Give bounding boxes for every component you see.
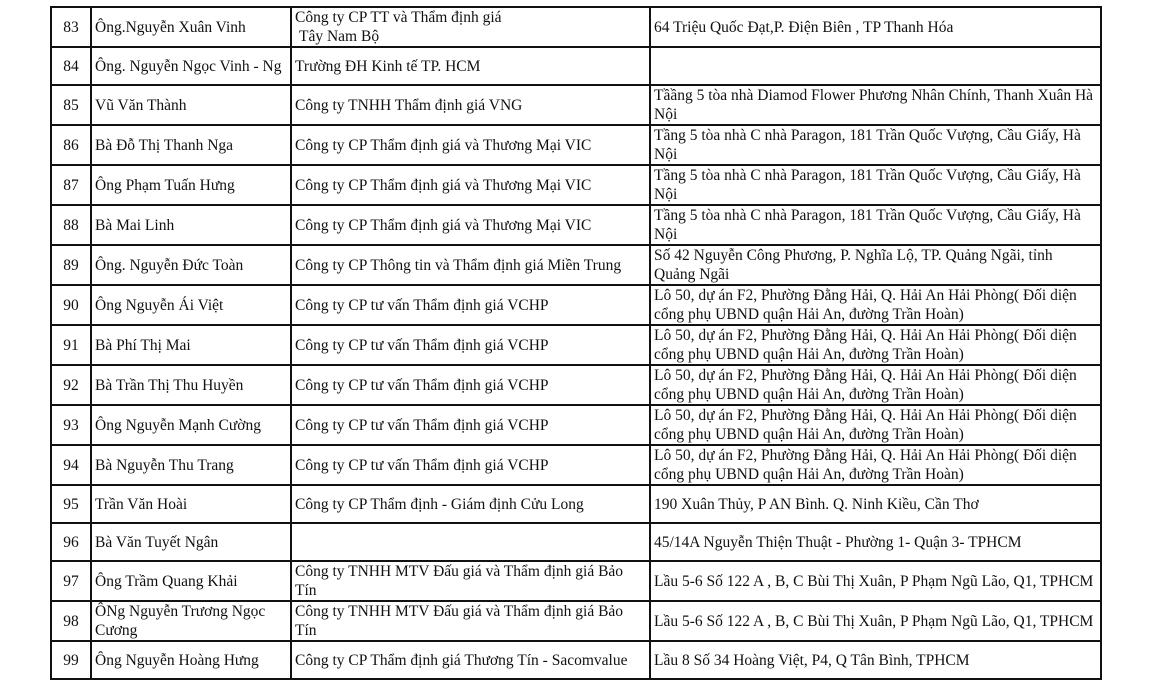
row-number: 97 [51, 561, 91, 601]
table-row [51, 205, 1101, 245]
organization: Công ty CP Thẩm định giá và Thương Mại VIC [291, 125, 650, 165]
person-name: Bà Phí Thị Mai [91, 325, 291, 365]
table-row [51, 405, 1101, 445]
person-name: Ông.Nguyễn Xuân Vinh [91, 7, 291, 47]
table-row [51, 7, 1101, 47]
organization: Công ty CP Thẩm định - Giám định Cửu Long [291, 485, 650, 523]
address: Tầng 5 tòa nhà C nhà Paragon, 181 Trần Quốc Vượng, Cầu Giấy, Hà Nội [650, 205, 1101, 245]
address: 64 Triệu Quốc Đạt,P. Điện Biên , TP Thanh Hóa [650, 7, 1101, 47]
row-number: 84 [51, 47, 91, 85]
organization: Công ty CP Thẩm định giá và Thương Mại VIC [291, 165, 650, 205]
organization: Công ty CP tư vấn Thẩm định giá VCHP [291, 405, 650, 445]
address: Lô 50, dự án F2, Phường Đằng Hải, Q. Hải An Hải Phòng( Đối diện cổng phụ UBND quận Hải An, đường Trần Hoàn) [650, 405, 1101, 445]
table-row [51, 601, 1101, 641]
row-number: 92 [51, 365, 91, 405]
table-row [51, 523, 1101, 561]
organization: Công ty CP Thẩm định giá và Thương Mại VIC [291, 205, 650, 245]
person-name: Ông Phạm Tuấn Hưng [91, 165, 291, 205]
organization: Công ty CP tư vấn Thẩm định giá VCHP [291, 325, 650, 365]
row-number: 83 [51, 7, 91, 47]
address: Tầầng 5 tòa nhà Diamod Flower Phương Nhân Chính, Thanh Xuân Hà Nội [650, 85, 1101, 125]
table-row [51, 245, 1101, 285]
person-name: Ông. Nguyễn Đức Toàn [91, 245, 291, 285]
table-row [51, 285, 1101, 325]
person-name: Bà Trần Thị Thu Huyền [91, 365, 291, 405]
address: Tầng 5 tòa nhà C nhà Paragon, 181 Trần Quốc Vượng, Cầu Giấy, Hà Nội [650, 125, 1101, 165]
address: 190 Xuân Thủy, P AN Bình. Q. Ninh Kiều, Cần Thơ [650, 485, 1101, 523]
organization: Công ty TNHH MTV Đấu giá và Thẩm định giá Bảo Tín [291, 601, 650, 641]
organization: Công ty CP Thông tin và Thẩm định giá Miền Trung [291, 245, 650, 285]
row-number: 99 [51, 641, 91, 679]
person-name: Vũ Văn Thành [91, 85, 291, 125]
person-name: Bà Mai Linh [91, 205, 291, 245]
person-name: Trần Văn Hoài [91, 485, 291, 523]
table-row [51, 641, 1101, 679]
row-number: 93 [51, 405, 91, 445]
appraiser-table [50, 6, 1102, 680]
address: Số 42 Nguyễn Công Phương, P. Nghĩa Lộ, TP. Quảng Ngãi, tỉnh Quảng Ngãi [650, 245, 1101, 285]
table-row [51, 47, 1101, 85]
person-name: Ông Nguyễn Hoàng Hưng [91, 641, 291, 679]
row-number: 95 [51, 485, 91, 523]
organization-line-2: Tây Nam Bộ [299, 28, 380, 45]
table-row [51, 365, 1101, 405]
address: Lầu 5-6 Số 122 A , B, C Bùi Thị Xuân, P Phạm Ngũ Lão, Q1, TPHCM [650, 601, 1101, 641]
organization: Trường ĐH Kinh tế TP. HCM [291, 47, 650, 85]
person-name: Bà Đỗ Thị Thanh Nga [91, 125, 291, 165]
organization: Công ty CP tư vấn Thẩm định giá VCHP [291, 285, 650, 325]
organization [291, 523, 650, 561]
table-row [51, 125, 1101, 165]
person-name: Ông Nguyễn Ái Việt [91, 285, 291, 325]
address: 45/14A Nguyễn Thiện Thuật - Phường 1- Quận 3- TPHCM [650, 523, 1101, 561]
person-name: ÔNg Nguyễn Trương Ngọc Cương [91, 601, 291, 641]
row-number: 91 [51, 325, 91, 365]
table-row [51, 485, 1101, 523]
row-number: 98 [51, 601, 91, 641]
address: Lầu 8 Số 34 Hoàng Việt, P4, Q Tân Bình, TPHCM [650, 641, 1101, 679]
table-row [51, 445, 1101, 485]
row-number: 89 [51, 245, 91, 285]
address: Lô 50, dự án F2, Phường Đằng Hải, Q. Hải An Hải Phòng( Đối diện cổng phụ UBND quận Hải An, đường Trần Hoàn) [650, 285, 1101, 325]
organization: Công ty TNHH MTV Đấu giá và Thẩm định giá Bảo Tín [291, 561, 650, 601]
row-number: 96 [51, 523, 91, 561]
organization: Công ty CP tư vấn Thẩm định giá VCHP [291, 445, 650, 485]
row-number: 88 [51, 205, 91, 245]
person-name: Bà Văn Tuyết Ngân [91, 523, 291, 561]
organization-line-1: Công ty CP TT và Thẩm định giá [295, 9, 502, 26]
table-row [51, 85, 1101, 125]
row-number: 86 [51, 125, 91, 165]
address: Tầng 5 tòa nhà C nhà Paragon, 181 Trần Quốc Vượng, Cầu Giấy, Hà Nội [650, 165, 1101, 205]
organization: Công ty CP tư vấn Thẩm định giá VCHP [291, 365, 650, 405]
table-row [51, 325, 1101, 365]
row-number: 85 [51, 85, 91, 125]
person-name: Ông Nguyễn Mạnh Cường [91, 405, 291, 445]
organization [291, 7, 650, 47]
table-row [51, 561, 1101, 601]
row-number: 87 [51, 165, 91, 205]
row-number: 90 [51, 285, 91, 325]
organization: Công ty CP Thẩm định giá Thương Tín - Sacomvalue [291, 641, 650, 679]
person-name: Bà Nguyễn Thu Trang [91, 445, 291, 485]
person-name: Ông. Nguyễn Ngọc Vinh - Ng [91, 47, 291, 85]
address: Lầu 5-6 Số 122 A , B, C Bùi Thị Xuân, P Phạm Ngũ Lão, Q1, TPHCM [650, 561, 1101, 601]
address: Lô 50, dự án F2, Phường Đằng Hải, Q. Hải An Hải Phòng( Đối diện cổng phụ UBND quận Hải An, đường Trần Hoàn) [650, 365, 1101, 405]
person-name: Ông Trầm Quang Khải [91, 561, 291, 601]
address: Lô 50, dự án F2, Phường Đằng Hải, Q. Hải An Hải Phòng( Đối diện cổng phụ UBND quận Hải An, đường Trần Hoàn) [650, 325, 1101, 365]
table-row [51, 165, 1101, 205]
address: Lô 50, dự án F2, Phường Đằng Hải, Q. Hải An Hải Phòng( Đối diện cổng phụ UBND quận Hải An, đường Trần Hoàn) [650, 445, 1101, 485]
organization: Công ty TNHH Thẩm định giá VNG [291, 85, 650, 125]
row-number: 94 [51, 445, 91, 485]
address [650, 47, 1101, 85]
